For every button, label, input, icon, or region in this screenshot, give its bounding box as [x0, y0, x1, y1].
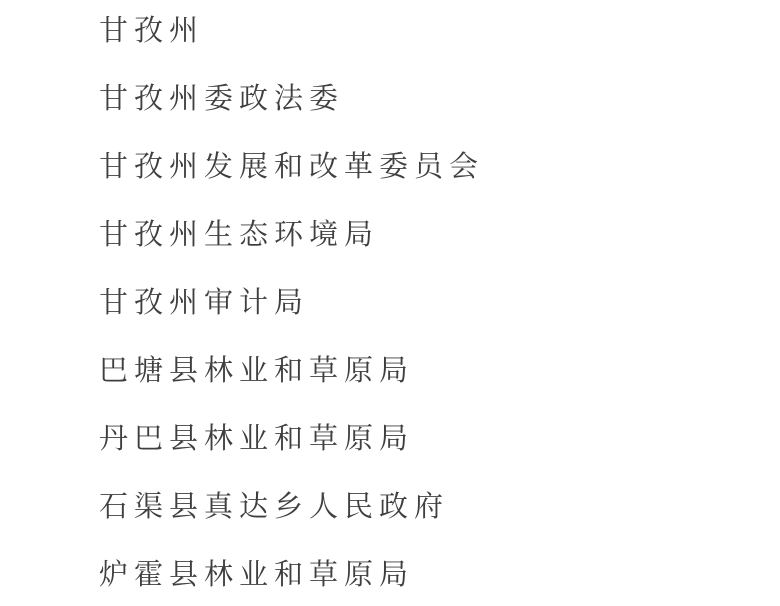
org-name-list	[99, 0, 780, 606]
org-list-item: 炉霍县林业和草原局	[99, 558, 415, 591]
org-list-item: 甘孜州委政法委	[99, 82, 345, 115]
org-list-item: 巴塘县林业和草原局	[99, 354, 415, 387]
org-list-item: 石渠县真达乡人民政府	[99, 490, 450, 523]
org-list-item: 甘孜州生态环境局	[99, 218, 380, 251]
org-list-item: 甘孜州	[99, 14, 205, 47]
org-list-item: 甘孜州发展和改革委员会	[99, 150, 485, 183]
org-list-item: 丹巴县林业和草原局	[99, 422, 415, 455]
org-list-item: 甘孜州审计局	[99, 286, 310, 319]
